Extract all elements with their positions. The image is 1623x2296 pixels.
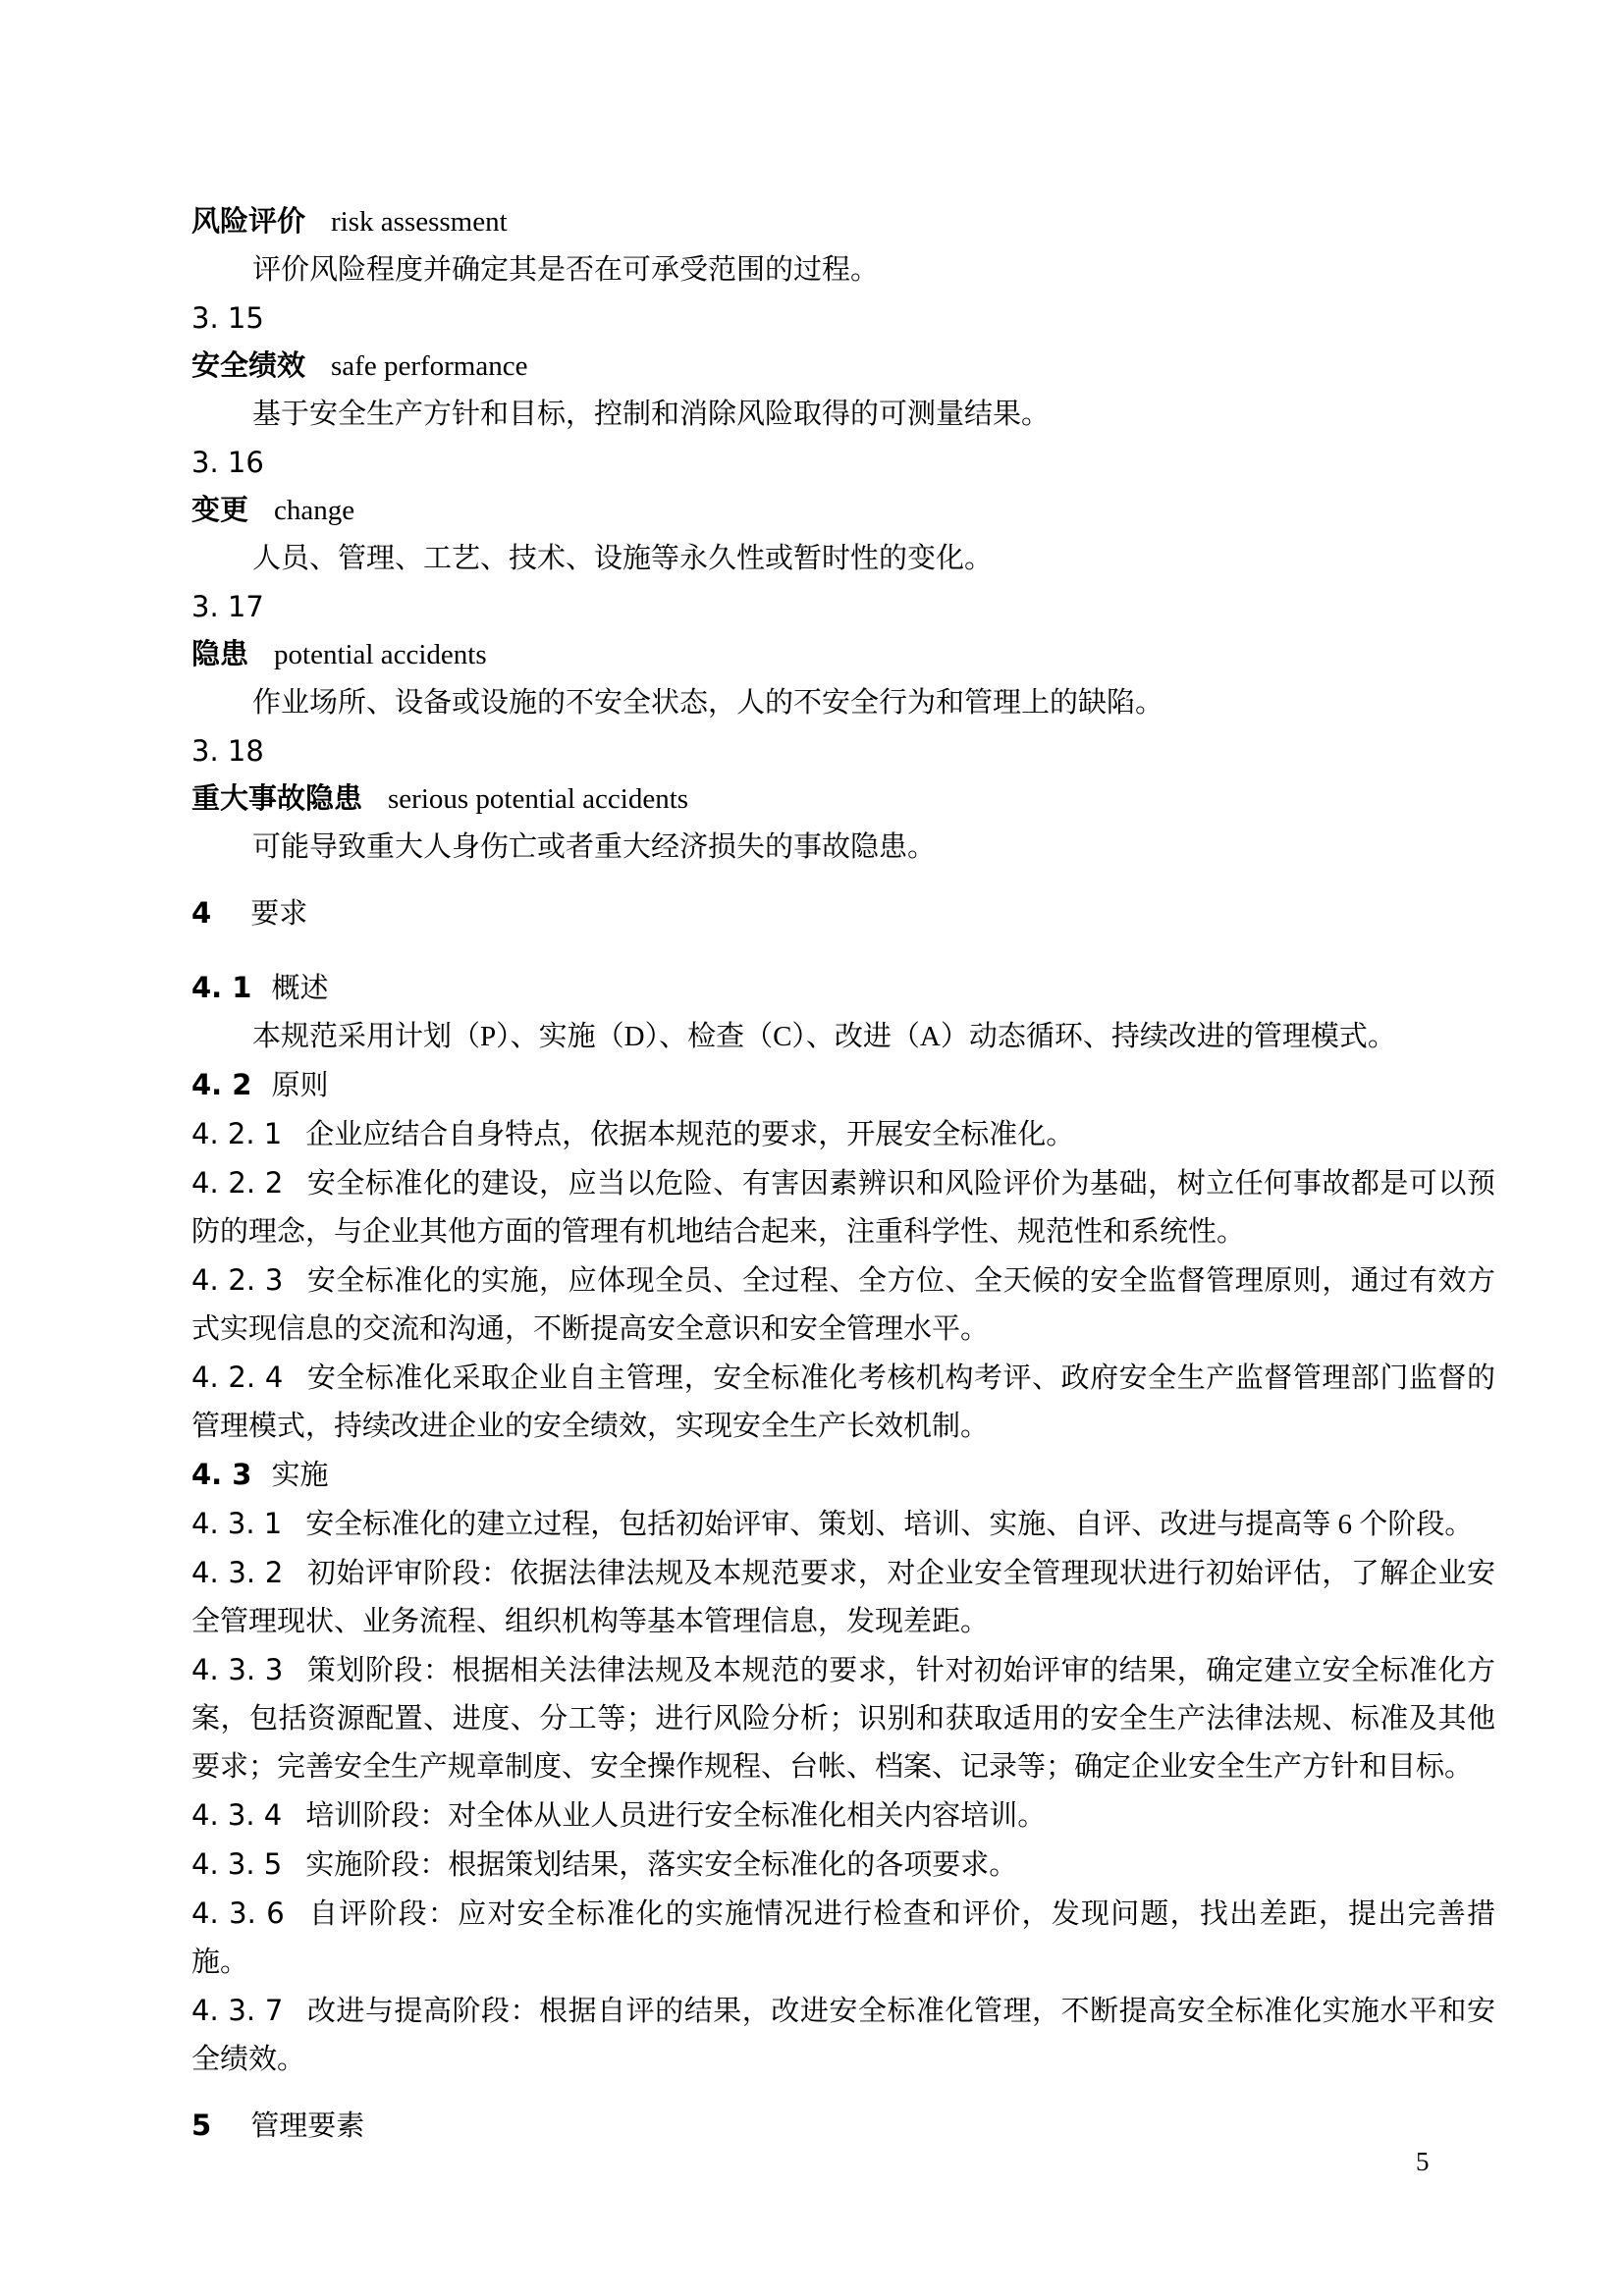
term-en-label: safe performance: [331, 350, 528, 382]
paragraph-number: 4. 3. 6: [191, 1896, 285, 1930]
paragraph-number: 4. 3. 2: [191, 1556, 284, 1589]
definition-text: 评价风险程度并确定其是否在可承受范围的过程。: [252, 254, 880, 286]
term-zh-label: 安全绩效: [191, 350, 306, 382]
numbered-paragraph: [191, 1354, 1495, 1451]
numbered-paragraph: [191, 1791, 1495, 1841]
term-line: [191, 198, 1495, 246]
term-en-label: change: [274, 495, 355, 526]
term-en-label: risk assessment: [331, 206, 508, 238]
section-heading: [191, 889, 1495, 938]
paragraph-number: 4. 3. 1: [191, 1507, 283, 1540]
heading-title: 原则: [271, 1070, 329, 1101]
paragraph-text: 安全标准化的建设，应当以危险、有害因素辨识和风险评价为基础，树立任何事故都是可以预防的理念，与企业其他方面的管理有机地结合起来，注重科学性、规范性和系统性。: [191, 1168, 1495, 1248]
term-zh-label: 变更: [191, 495, 249, 526]
term-en-label: potential accidents: [274, 639, 487, 670]
heading-title: 实施: [271, 1460, 329, 1491]
numbered-paragraph: [191, 1549, 1495, 1646]
numbered-paragraph: [191, 1890, 1495, 1987]
page-number: 5: [1416, 2147, 1430, 2176]
definition-text: 人员、管理、工艺、技术、设施等永久性或暂时性的变化。: [252, 543, 994, 574]
term-line: [191, 631, 1495, 679]
numbered-paragraph: [191, 1110, 1495, 1159]
term-zh-label: 隐患: [191, 639, 249, 670]
section-heading: [191, 964, 1495, 1013]
heading-title: 要求: [250, 898, 308, 930]
term-line: [191, 487, 1495, 535]
paragraph-text: 培训阶段：对全体从业人员进行安全标准化相关内容培训。: [305, 1800, 1047, 1832]
clause-number: 3. 16: [191, 446, 264, 479]
term-line: [191, 343, 1495, 391]
paragraph-text: 改进与提高阶段：根据自评的结果，改进安全标准化管理，不断提高安全标准化实施水平和安全绩效。: [191, 1996, 1495, 2075]
heading-title: 管理要素: [250, 2110, 365, 2142]
heading-number: 4. 1: [191, 971, 252, 1004]
term-en-label: serious potential accidents: [388, 783, 689, 815]
paragraph-number: 4. 2. 4: [191, 1361, 284, 1394]
document-body: [191, 198, 1495, 2176]
definition-text: 基于安全生产方针和目标，控制和消除风险取得的可测量结果。: [252, 399, 1051, 430]
numbered-paragraph: [191, 1500, 1495, 1549]
numbered-paragraph: [191, 1256, 1495, 1354]
term-line: [191, 775, 1495, 824]
clause-number: 3. 17: [191, 590, 264, 623]
definition-text: 作业场所、设备或设施的不安全状态，人的不安全行为和管理上的缺陷。: [252, 687, 1164, 719]
paragraph-number: 4. 2. 2: [191, 1166, 284, 1200]
paragraph-text: 安全标准化采取企业自主管理，安全标准化考核机构考评、政府安全生产监督管理部门监督的管理模式，持续改进企业的安全绩效，实现安全生产长效机制。: [191, 1362, 1495, 1442]
paragraph-text: 策划阶段：根据相关法律法规及本规范的要求，针对初始评审的结果，确定建立安全标准化方案，包括资源配置、进度、分工等；进行风险分析；识别和获取适用的安全生产法律法规、标准及其他要求；完善安全生产规章制度、安全操作规程、台帐、档案、记录等；确定企业安全生产方针和目标。: [191, 1655, 1495, 1783]
section-heading: [191, 1061, 1495, 1110]
numbered-paragraph: [191, 1841, 1495, 1890]
paragraph-text: 初始评审阶段：依据法律法规及本规范要求，对企业安全管理现状进行初始评估，了解企业安全管理现状、业务流程、组织机构等基本管理信息，发现差距。: [191, 1558, 1495, 1637]
heading-number: 4. 2: [191, 1068, 252, 1101]
paragraph-text: 安全标准化的建立过程，包括初始评审、策划、培训、实施、自评、改进与提高等 6 个阶段。: [305, 1509, 1474, 1540]
paragraph-text: 实施阶段：根据策划结果，落实安全标准化的各项要求。: [305, 1849, 1018, 1881]
paragraph-text: 自评阶段：应对安全标准化的实施情况进行检查和评价，发现问题，找出差距，提出完善措施。: [191, 1898, 1495, 1978]
paragraph-number: 4. 3. 5: [191, 1847, 283, 1881]
heading-number: 4: [191, 896, 212, 930]
paragraph-number: 4. 3. 4: [191, 1798, 283, 1832]
clause-number: 3. 15: [191, 301, 264, 335]
numbered-paragraph: [191, 1987, 1495, 2084]
paragraph-number: 4. 2. 1: [191, 1117, 283, 1150]
paragraph-number: 4. 2. 3: [191, 1263, 284, 1297]
term-zh-label: 风险评价: [191, 206, 306, 238]
definition-text: 可能导致重大人身伤亡或者重大经济损失的事故隐患。: [252, 831, 937, 863]
section-heading: [191, 1451, 1495, 1500]
definition-text: 本规范采用计划（P）、实施（D）、检查（C）、改进（A）动态循环、持续改进的管理模式。: [252, 1021, 1396, 1052]
term-zh-label: 重大事故隐患: [191, 783, 363, 815]
clause-number: 3. 18: [191, 734, 264, 768]
paragraph-number: 4. 3. 7: [191, 1994, 284, 2027]
heading-title: 概述: [271, 973, 329, 1004]
section-heading: [191, 2102, 1495, 2151]
paragraph-text: 安全标准化的实施，应体现全员、全过程、全方位、全天候的安全监督管理原则，通过有效方式实现信息的交流和沟通，不断提高安全意识和安全管理水平。: [191, 1265, 1495, 1345]
numbered-paragraph: [191, 1646, 1495, 1791]
heading-number: 4. 3: [191, 1458, 252, 1491]
paragraph-text: 企业应结合自身特点，依据本规范的要求，开展安全标准化。: [305, 1119, 1075, 1150]
numbered-paragraph: [191, 1159, 1495, 1256]
paragraph-number: 4. 3. 3: [191, 1653, 284, 1686]
heading-number: 5: [191, 2109, 212, 2142]
